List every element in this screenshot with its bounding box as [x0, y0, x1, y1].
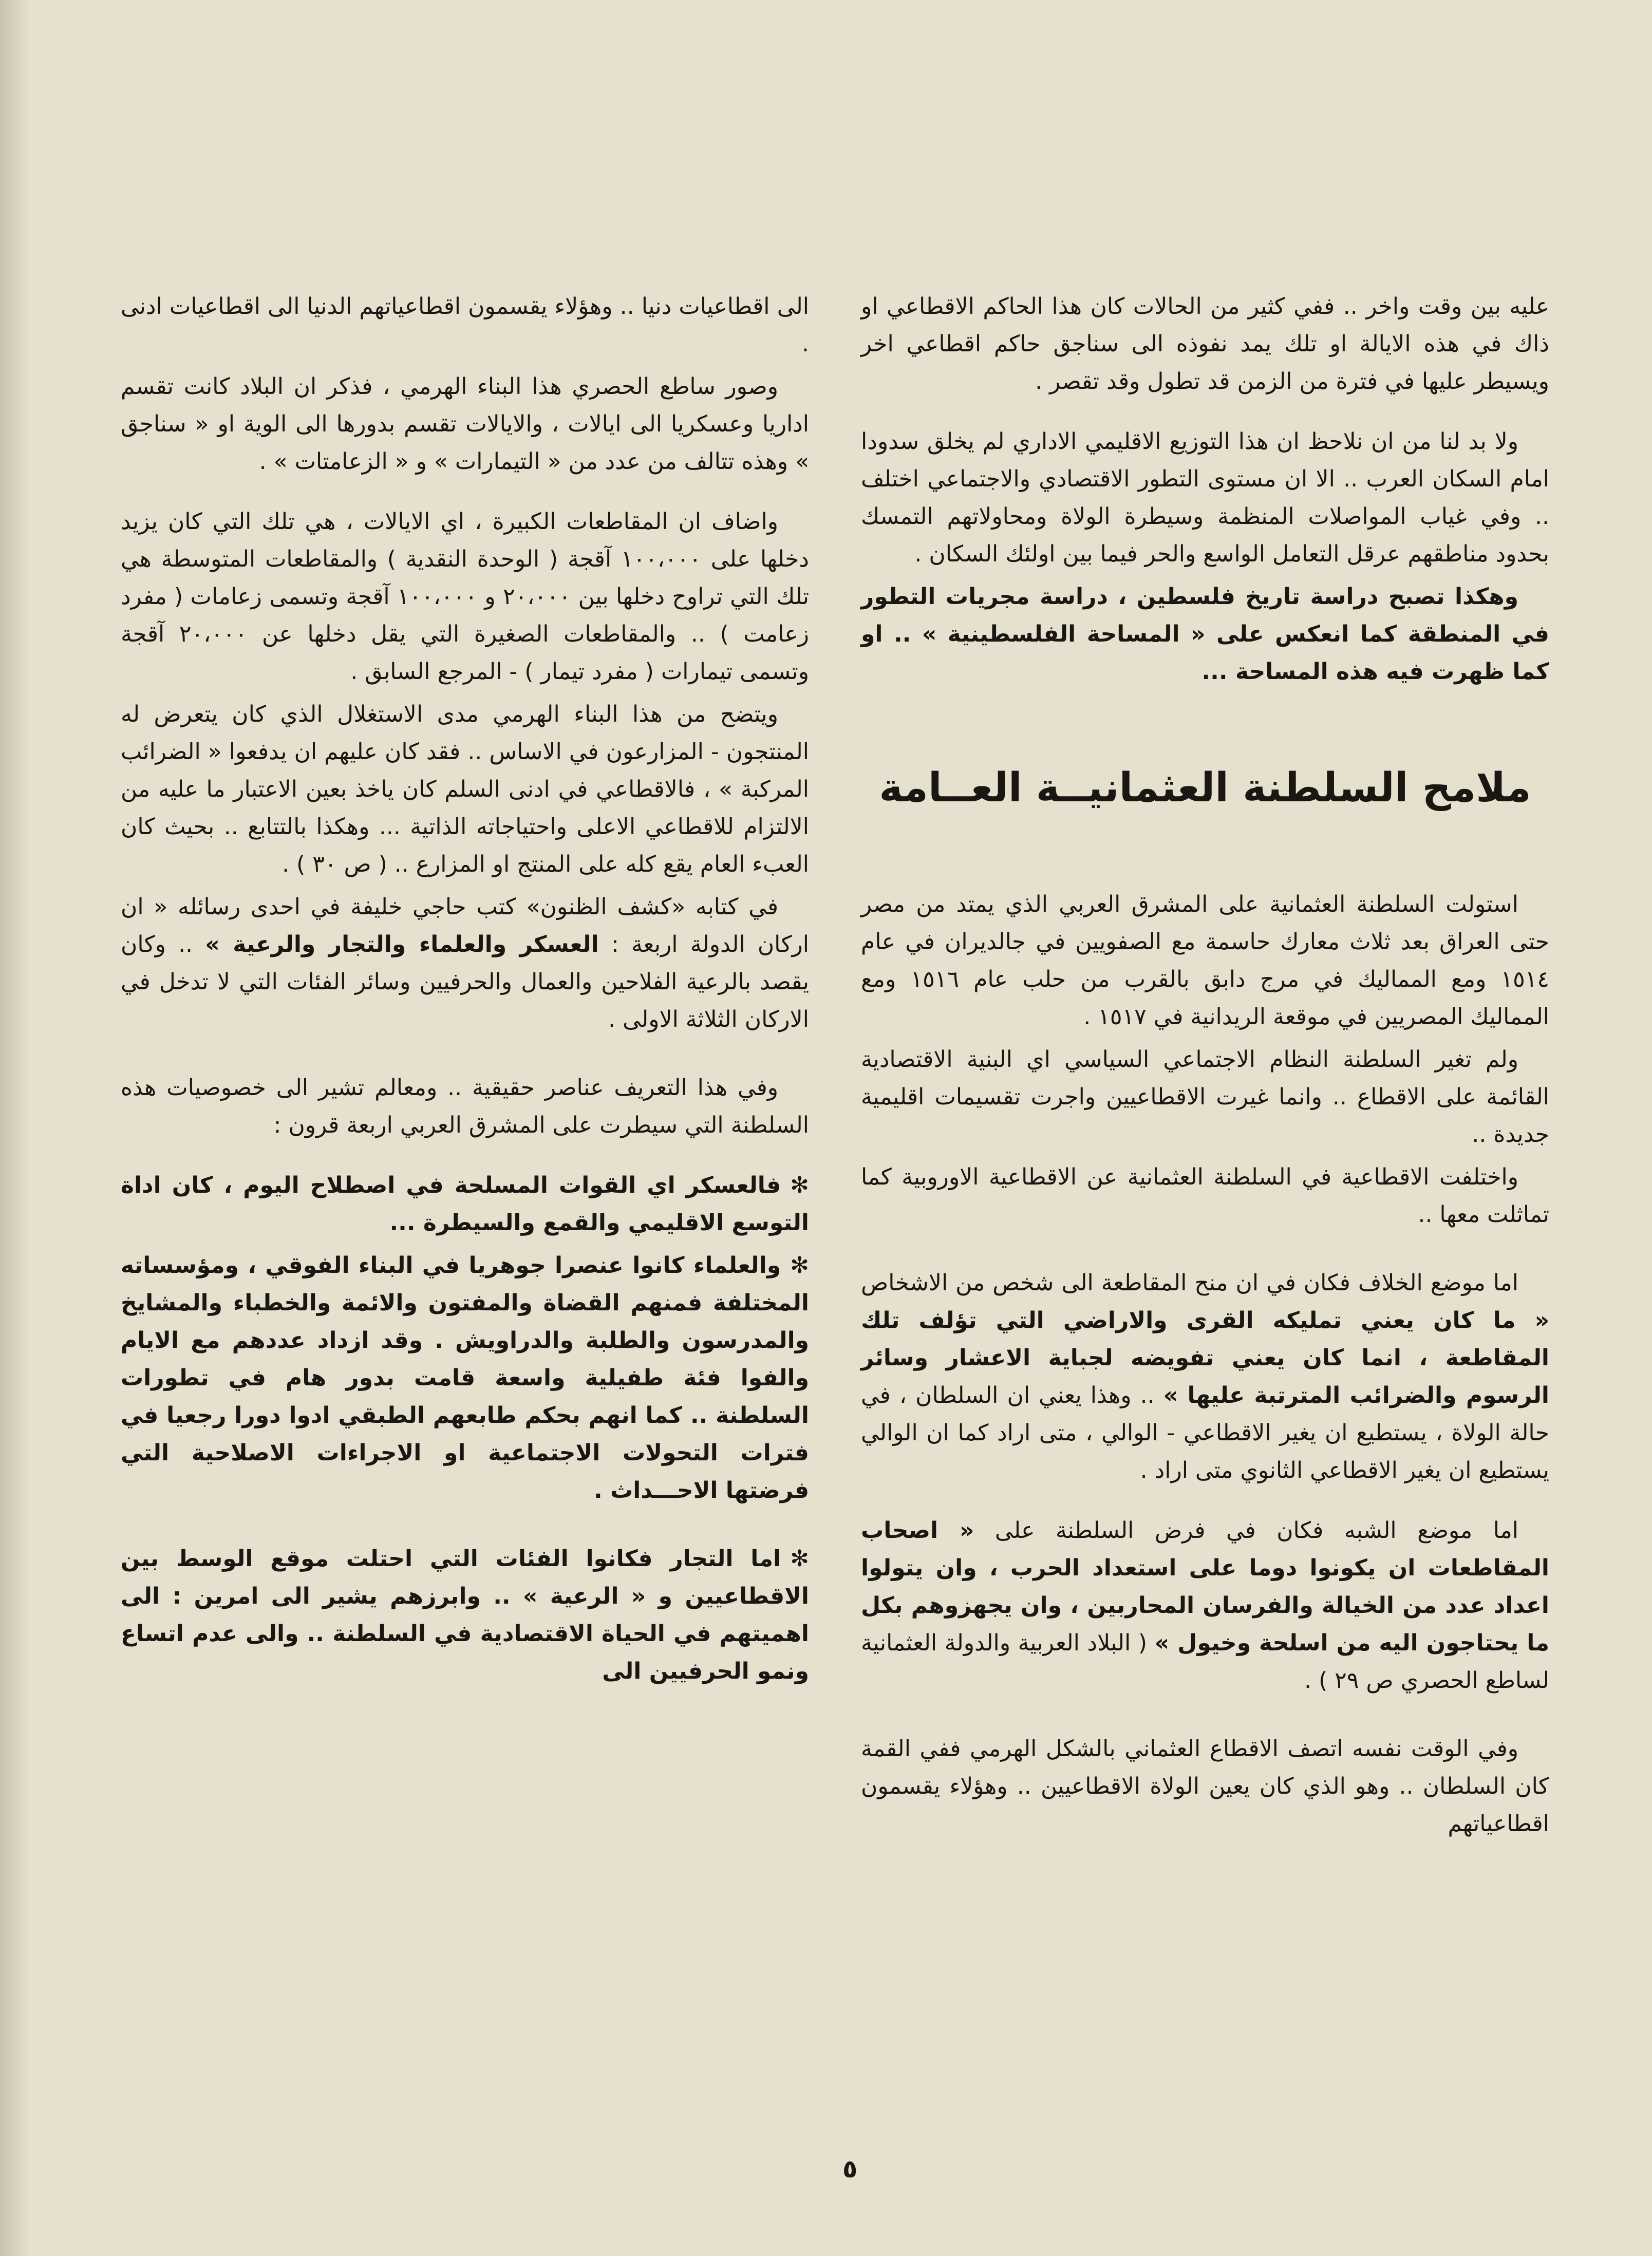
binding-shadow	[0, 0, 31, 2256]
left-column	[121, 288, 809, 1713]
paragraph: الى اقطاعيات دنيا .. وهؤلاء يقسمون اقطاعياتهم الدنيا الى اقطاعيات ادنى .	[121, 293, 809, 357]
text-run: اما موضع الشبه فكان في فرض السلطنة على	[994, 1517, 1518, 1544]
quote-bold: العسكر والعلماء والتجار والرعية »	[205, 931, 599, 957]
text-run: ( البلاد العربية والدولة العثمانية لساطع الحصري ص ٢٩ ) .	[861, 1630, 1549, 1694]
paragraph: ولا بد لنا من ان نلاحظ ان هذا التوزيع الاقليمي الاداري لم يخلق سدودا امام السكان العرب .. الا ان مستوى التطور الاقتصادي والاجتماعي اختلف .. وفي غياب المواصلات المنظمة وسيطرة الولاة ومحاولاتهم التمسك بحدود مناطقهم عرقل التعامل الواسع والحر فيما بين اولئك السكان .	[861, 428, 1549, 567]
section-heading: ملامح السلطنة العثمانيــة العــامة	[879, 765, 1531, 811]
asterisk-icon: ✻	[790, 1252, 809, 1279]
paragraph	[861, 1264, 1549, 1489]
bullet-item	[121, 1167, 809, 1242]
paragraph: وصور ساطع الحصري هذا البناء الهرمي ، فذكر ان البلاد كانت تقسم اداريا وعسكريا الى ايالات ، والايالات تقسم بدورها الى الوية او « سناجق » وهذه تتالف من عدد من « التيمارات » و « الزعامتات » .	[121, 373, 809, 475]
quote-bold: « اصحاب المقاطعات ان يكونوا دوما على استعداد الحرب ، وان يتولوا اعداد عدد من الخيالة والفرسان المحاربين ، وان يجهزوهم بكل ما يحتاجون اليه من اسلحة وخيول »	[861, 1517, 1549, 1656]
bullet-text: والعلماء كانوا عنصرا جوهريا في البناء الفوقي ، ومؤسساته المختلفة فمنهم القضاة والمفتون والائمة والخطباء والمشايخ والمدرسون والطلبة والدراويش . وقد ازداد عددهم مع الايام والفوا فئة طفيلية واسعة قامت بدور هام في تطورات السلطنة .. كما انهم بحكم طابعهم الطبقي ادوا دورا رجعيا في فترات التحولات الاجتماعية او الاجراءات الاصلاحية التي فرضتها الاحـــداث .	[121, 1252, 809, 1503]
paragraph: وفي الوقت نفسه اتصف الاقطاع العثماني بالشكل الهرمي ففي القمة كان السلطان .. وهو الذي كان يعين الولاة الاقطاعيين .. وهؤلاء يقسمون اقطاعياتهم	[861, 1736, 1549, 1837]
text-run: في كتابه «كشف الظنون» كتب حاجي خليفة في احدى رسائله « ان اركان الدولة اربعة :	[121, 894, 809, 957]
text-run: اما موضع الخلاف فكان في ان منح المقاطعة الى شخص من الاشخاص	[861, 1270, 1518, 1296]
bullet-text: اما التجار فكانوا الفئات التي احتلت موقع الوسط بين الاقطاعيين و « الرعية » .. وابرزهم يشير الى امرين : الى اهميتهم في الحياة الاقتصادية في السلطنة .. والى عدم اتساع ونمو الحرفيين الى	[121, 1546, 809, 1684]
text-run: .. وكان يقصد بالرعية الفلاحين والعمال والحرفيين وسائر الفئات التي لا تدخل في الاركان الثلاثة الاولى .	[121, 931, 809, 1032]
asterisk-icon: ✻	[790, 1172, 809, 1198]
paragraph	[861, 1512, 1549, 1699]
paragraph: واختلفت الاقطاعية في السلطنة العثمانية عن الاقطاعية الاوروبية كما تماثلت معها ..	[861, 1164, 1549, 1228]
paragraph: ولم تغير السلطنة النظام الاجتماعي السياسي اي البنية الاقتصادية القائمة على الاقطاع .. وانما غيرت الاقطاعيين واجرت تقسيمات اقليمية جديدة ..	[861, 1046, 1549, 1148]
text-run: .. وهذا يعني ان السلطان ، في حالة الولاة ، يستطيع ان يغير الاقطاعي - الوالي ، متى اراد كما ان الوالي يستطيع ان يغير الاقطاعي الثانوي متى اراد .	[861, 1382, 1549, 1483]
asterisk-icon: ✻	[790, 1546, 809, 1572]
bold-paragraph: وهكذا تصبح دراسة تاريخ فلسطين ، دراسة مجريات التطور في المنطقة كما انعكس على « المساحة الفلسطينية » .. او كما ظهرت فيه هذه المساحة ...	[861, 584, 1549, 685]
paragraph	[121, 888, 809, 1038]
bullet-item	[121, 1247, 809, 1509]
quote-bold: « ما كان يعني تمليكه القرى والاراضي التي تؤلف تلك المقاطعة ، انما كان يعني تفويضه لجباية الاعشار وسائر الرسوم والضرائب المترتبة عليها »	[861, 1307, 1549, 1408]
paragraph: وفي هذا التعريف عناصر حقيقية .. ومعالم تشير الى خصوصيات هذه السلطنة التي سيطرت على المشرق العربي اربعة قرون :	[121, 1075, 809, 1138]
right-column	[861, 288, 1549, 1865]
bullet-item	[121, 1540, 809, 1690]
paragraph: واضاف ان المقاطعات الكبيرة ، اي الايالات ، هي تلك التي كان يزيد دخلها على ١٠٠،٠٠٠ آقجة ( الوحدة النقدية ) والمقاطعات المتوسطة هي تلك التي تراوح دخلها بين ٢٠،٠٠٠ و ١٠٠،٠٠٠ آقجة وتسمى زعامات ( مفرد زعامت ) .. والمقاطعات الصغيرة التي يقل دخلها عن ٢٠،٠٠٠ آقجة وتسمى تيمارات ( مفرد تيمار ) - المرجع السابق .	[121, 509, 809, 685]
bullet-text: فالعسكر اي القوات المسلحة في اصطلاح اليوم ، كان اداة التوسع الاقليمي والقمع والسيطرة ...	[121, 1172, 809, 1236]
paragraph: ويتضح من هذا البناء الهرمي مدى الاستغلال الذي كان يتعرض له المنتجون - المزارعون في الاساس .. فقد كان عليهم ان يدفعوا « الضرائب المركبة » ، فالاقطاعي في ادنى السلم كان ياخذ بعين الاعتبار ما عليه من الالتزام للاقطاعي الاعلى واحتياجاته الذاتية ... وهكذا بالتتابع .. بحيث كان العبء العام يقع كله على المنتج او المزارع .. ( ص ٣٠ ) .	[121, 701, 809, 877]
page-number: ٥	[842, 2155, 858, 2184]
paragraph: استولت السلطنة العثمانية على المشرق العربي الذي يمتد من مصر حتى العراق بعد ثلاث معارك حاسمة مع الصفويين في جالديران في عام ١٥١٤ ومع المماليك في مرج دابق بالقرب من حلب عام ١٥١٦ ومع المماليك المصريين في موقعة الريدانية في ١٥١٧ .	[861, 891, 1549, 1030]
paragraph: عليه بين وقت واخر .. ففي كثير من الحالات كان هذا الحاكم الاقطاعي او ذاك في هذه الايالة او تلك يمد نفوذه الى سناجق حاكم اقطاعي اخر ويسيطر عليها في فترة من الزمن قد تطول وقد تقصر .	[861, 293, 1549, 394]
